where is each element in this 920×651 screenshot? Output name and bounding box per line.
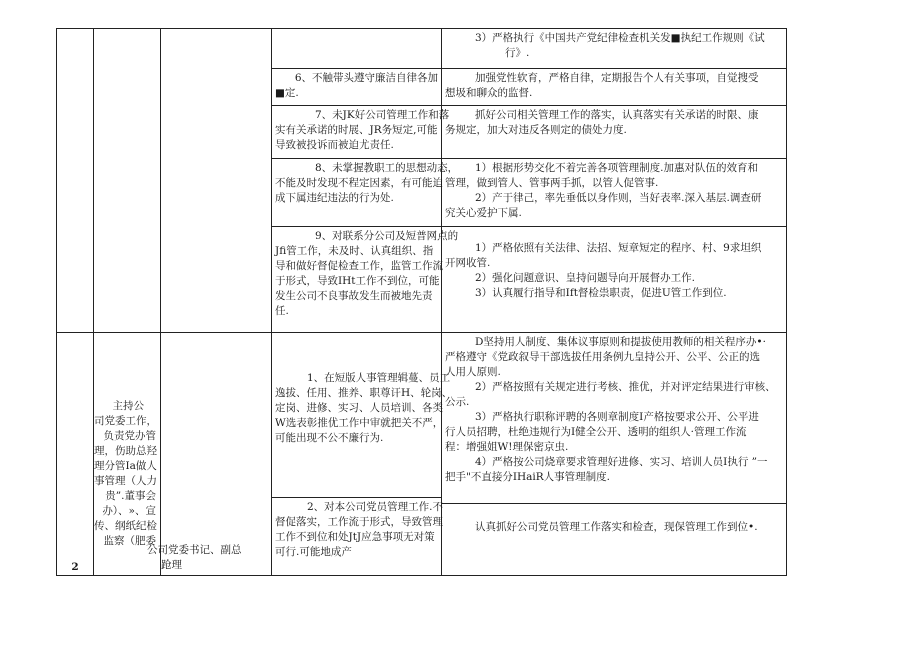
risk-control-table xyxy=(56,28,787,576)
duty-line: 办）、»、宣 xyxy=(102,505,156,517)
measure-line: D坚持用人制度、集体议事原则和提拔使用教师的相关程序办•· xyxy=(475,336,766,348)
duty-cell xyxy=(94,29,161,333)
measure-line: 行》. xyxy=(505,47,530,59)
duty-line: 监察（肥委 xyxy=(103,535,156,547)
measure-item xyxy=(442,29,786,69)
measure-line: 认真抓好公司党员管理工作落实和检查，现保管理工作到位•. xyxy=(475,521,758,533)
measure-item xyxy=(442,227,786,327)
risk-line: 成下属违纪违法的行为处. xyxy=(275,192,394,204)
position-line: 公司党委书记、副总 xyxy=(147,544,242,556)
measure-item xyxy=(442,106,786,159)
risk-item xyxy=(272,29,441,69)
risk-line: 8、未掌握教职工的思想动态， xyxy=(315,162,459,174)
measure-item xyxy=(442,333,786,504)
measure-line: 务规定，加大对违反各则定的债处力度. xyxy=(445,124,627,136)
measure-line: 抓好公司相关管理工作的落实，认真落实有关承诺的时限、康 xyxy=(475,109,759,121)
measure-line: 管理，做到管人、管事两手抓，以管人促管事. xyxy=(445,177,659,189)
measure-line: 加强党性软育，严格自律，定期报告个人有关事项，自觉搜受 xyxy=(475,72,759,84)
risk-line: 2、对本公司党员管理工作.不 xyxy=(307,501,444,513)
measure-line: 严格遵守《党政叙导干部选拔任用条例九皇持公开、公平、公正的选 xyxy=(445,351,760,363)
measure-line: 人用人原则. xyxy=(445,366,501,378)
measure-item xyxy=(442,504,786,575)
risk-line: 工作不到位和处JtJ应急事项无对策 xyxy=(275,531,435,543)
risk-line: Jfi管工作，未及时、认真组织、指 xyxy=(275,245,434,257)
duty-line: 理，伤助总羟 xyxy=(94,445,157,457)
measure-item xyxy=(442,159,786,227)
risk-line: 导和做好督促检查工作，监管工作流 xyxy=(275,260,443,272)
risk-item xyxy=(272,69,441,106)
duty-text xyxy=(94,359,160,549)
risk-line: 定岗、进修、实习、人员培训、各类 xyxy=(275,402,443,414)
risk-line: 7、未JK好公司管理工作和落 xyxy=(315,109,450,121)
position-text xyxy=(147,543,271,575)
measure-line: 程：增强姐W!理保密京虫. xyxy=(445,441,569,453)
position-line: 跄理 xyxy=(161,559,182,571)
measure-line: 2）严格按照有关规定进行考核、推优，并对评定结果进行审核、 xyxy=(475,381,776,393)
risk-cell xyxy=(272,29,459,333)
measure-item xyxy=(442,69,786,106)
measure-line: 把手"不直接分IHaiR人事管理制度. xyxy=(445,471,610,483)
risk-line: 逸拔、任用、推养、职尊讦H、轮岗、 xyxy=(275,387,453,399)
position-cell xyxy=(161,29,272,333)
risk-line: 1、在短版人事管理辑蔓、员工 xyxy=(307,372,451,384)
measure-line: 行人员招聘，杜绝违规行为I健全公开、透明的组织人·管理工作流 xyxy=(445,426,747,438)
risk-line: 6、不触带头遵守廉洁自律各加 xyxy=(294,72,438,84)
duty-line: 传、纲纸纪检 xyxy=(94,520,157,532)
duty-line: 贵”.董事会 xyxy=(105,490,156,502)
measure-cell xyxy=(442,29,787,333)
risk-line: 可能出现不公不廉行为. xyxy=(275,432,384,444)
risk-item xyxy=(272,159,459,227)
row-number-cell xyxy=(57,333,94,576)
measure-line: 1）根据形势交化不着完善各项管理制度.加惠对队伍的效育和 xyxy=(475,162,759,174)
table-row xyxy=(57,333,787,576)
duty-line: 司党委工作， xyxy=(94,415,157,427)
risk-line: 于形式，导致IHt工作不到位，可能 xyxy=(275,275,440,287)
measure-line: 想圾和聊众的监督. xyxy=(445,87,533,99)
measure-line: 1）严格依照有关法律、法招、短章短定的程序、村、9求坦织 xyxy=(475,242,762,254)
measure-line xyxy=(445,506,783,520)
risk-line: 不能及时发现不程定因素，有可能迫 xyxy=(275,177,443,189)
measure-line: 究关心爱护下属. xyxy=(445,207,522,219)
duty-line: 事管理（人力 xyxy=(94,475,157,487)
measure-line: 开网收管. xyxy=(445,257,491,269)
measure-cell xyxy=(442,333,787,576)
risk-line: 督促落实，工作流于形式，导致管理 xyxy=(275,516,443,528)
measure-line: 3）严格执行职称评聘的各则章制度I产格按要求公开、公平进 xyxy=(475,411,759,423)
measure-line: 2）产于律己，率先垂低以身作则，当好表率.深入基层.调查研 xyxy=(475,192,762,204)
measure-line: 公示. xyxy=(445,396,470,408)
measure-line: 3）认真履行指导和Ift督检祟职责，促进U管工作到位. xyxy=(475,287,727,299)
row-number-cell xyxy=(57,29,94,333)
risk-item xyxy=(272,227,459,332)
measure-line: 3）严格执行《中国共产党纪律检查机关发■执纪工作规则《试 xyxy=(475,32,765,44)
measure-line: 2）强化问题意识、皇持问题导向开展督办工作. xyxy=(475,272,696,284)
risk-cell xyxy=(272,333,453,576)
table-row xyxy=(57,29,787,333)
duty-cell xyxy=(94,333,161,576)
duty-line: 主持公 xyxy=(112,400,144,412)
risk-line: 实有关承诺的时展、JR务短定,可能 xyxy=(275,124,438,136)
risk-line: W选表彰推优工作中审就把关不严， xyxy=(275,417,444,429)
risk-line: 任. xyxy=(275,305,289,317)
position-cell xyxy=(147,333,272,576)
risk-item xyxy=(272,106,450,159)
duty-line: 负责党办管 xyxy=(103,430,156,442)
risk-line: 9、对联系分公司及短普网点的 xyxy=(315,230,459,242)
risk-line: ■定. xyxy=(275,87,299,99)
risk-line: 发生公司不良事故发生而被地先责 xyxy=(275,290,433,302)
duty-line: 理分管Ia做人 xyxy=(94,460,157,472)
risk-line: 导致被投诉而被迫尤责任. xyxy=(275,139,394,151)
row-number: 2 xyxy=(71,561,79,573)
risk-item xyxy=(272,333,453,498)
risk-item xyxy=(272,498,444,569)
risk-line: 可行.可能地成产 xyxy=(275,546,352,558)
measure-line: 4）严格按公司烧章要求管理好进修、实习、培训人员I执行 ”一 xyxy=(475,456,768,468)
